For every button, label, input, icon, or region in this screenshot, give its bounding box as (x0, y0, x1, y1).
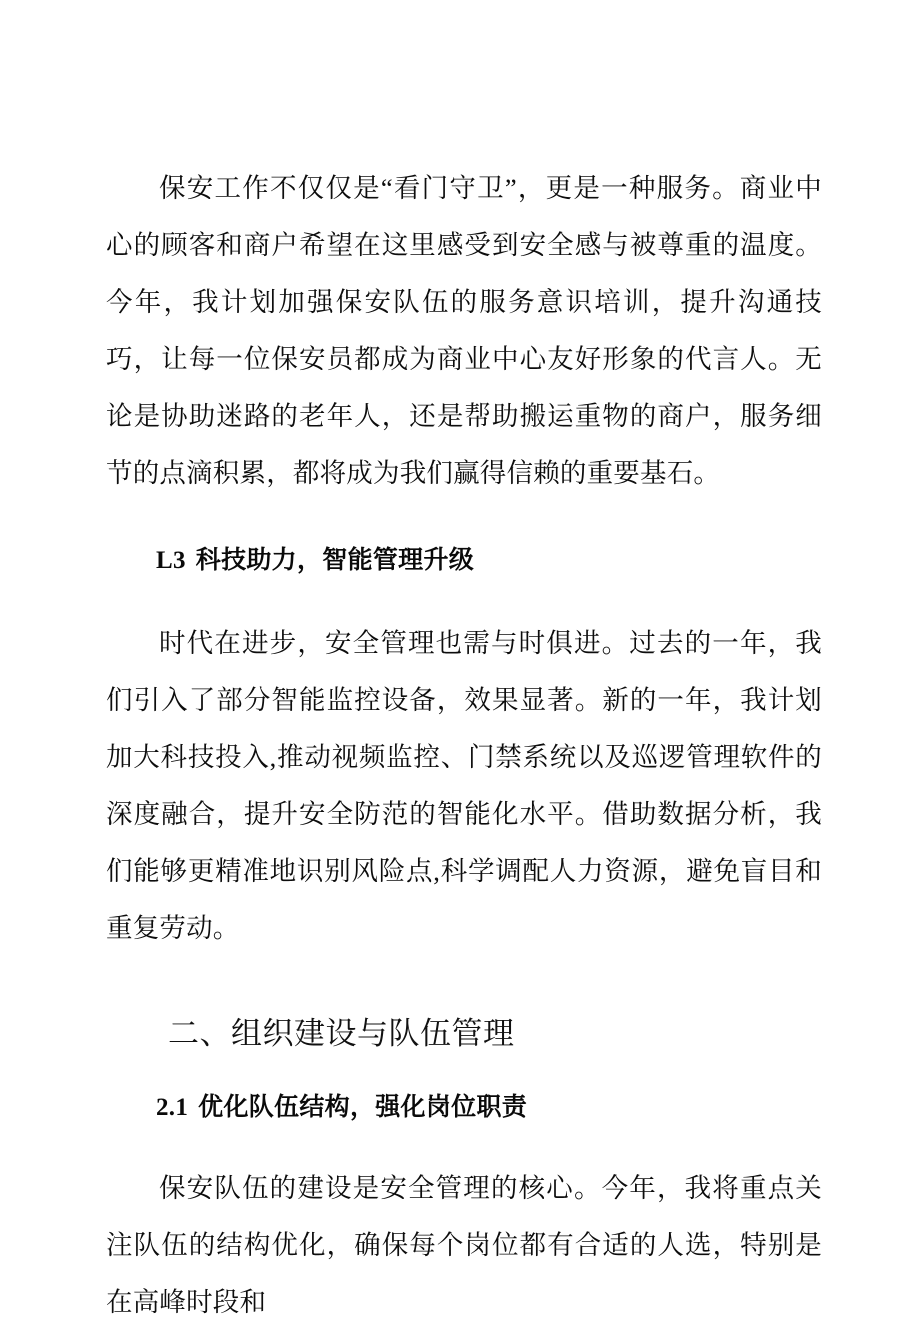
spacer-after-heading-2-1 (106, 1130, 822, 1160)
paragraph-smart-management: 时代在进步，安全管理也需与时俱进。过去的一年，我们引入了部分智能监控设备，效果显著。新的一年，我计划加大科技投入,推动视频监控、门禁系统以及巡逻管理软件的深度融合，提升安全防范的智能化水平。借助数据分析，我们能够更精准地识别风险点,科学调配人力资源，避免盲目和重复劳动。 (106, 628, 822, 943)
heading-2-1-team-structure (106, 1085, 822, 1130)
document-content (106, 160, 822, 1331)
heading-2-1-number: 2.1 (156, 1094, 189, 1121)
spacer-after-section-heading (106, 1059, 822, 1085)
paragraph-service-philosophy: 保安工作不仅仅是“看门守卫”，更是一种服务。商业中心的顾客和商户希望在这里感受到安全感与被尊重的温度。今年，我计划加强保安队伍的服务意识培训，提升沟通技巧，让每一位保安员都成为商业中心友好形象的代言人。无论是协助迷路的老年人，还是帮助搬运重物的商户，服务细节的点滴积累，都将成为我们赢得信赖的重要基石。 (106, 173, 822, 488)
heading-l3-number: L3 (156, 547, 186, 574)
heading-l3-title: 科技助力，智能管理升级 (195, 546, 475, 574)
heading-l3-technology (106, 538, 822, 583)
heading-2-1-title: 优化队伍结构，强化岗位职责 (198, 1093, 528, 1121)
heading-section-two: 二、组织建设与队伍管理 (168, 1016, 515, 1051)
spacer-after-paragraph-1 (106, 502, 822, 538)
paragraph-team-building: 保安队伍的建设是安全管理的核心。今年，我将重点关注队伍的结构优化，确保每个岗位都有合适的人选，特别是在高峰时段和 (106, 1173, 822, 1317)
spacer-after-paragraph-2 (106, 957, 822, 1009)
spacer-after-heading-l3 (106, 583, 822, 615)
